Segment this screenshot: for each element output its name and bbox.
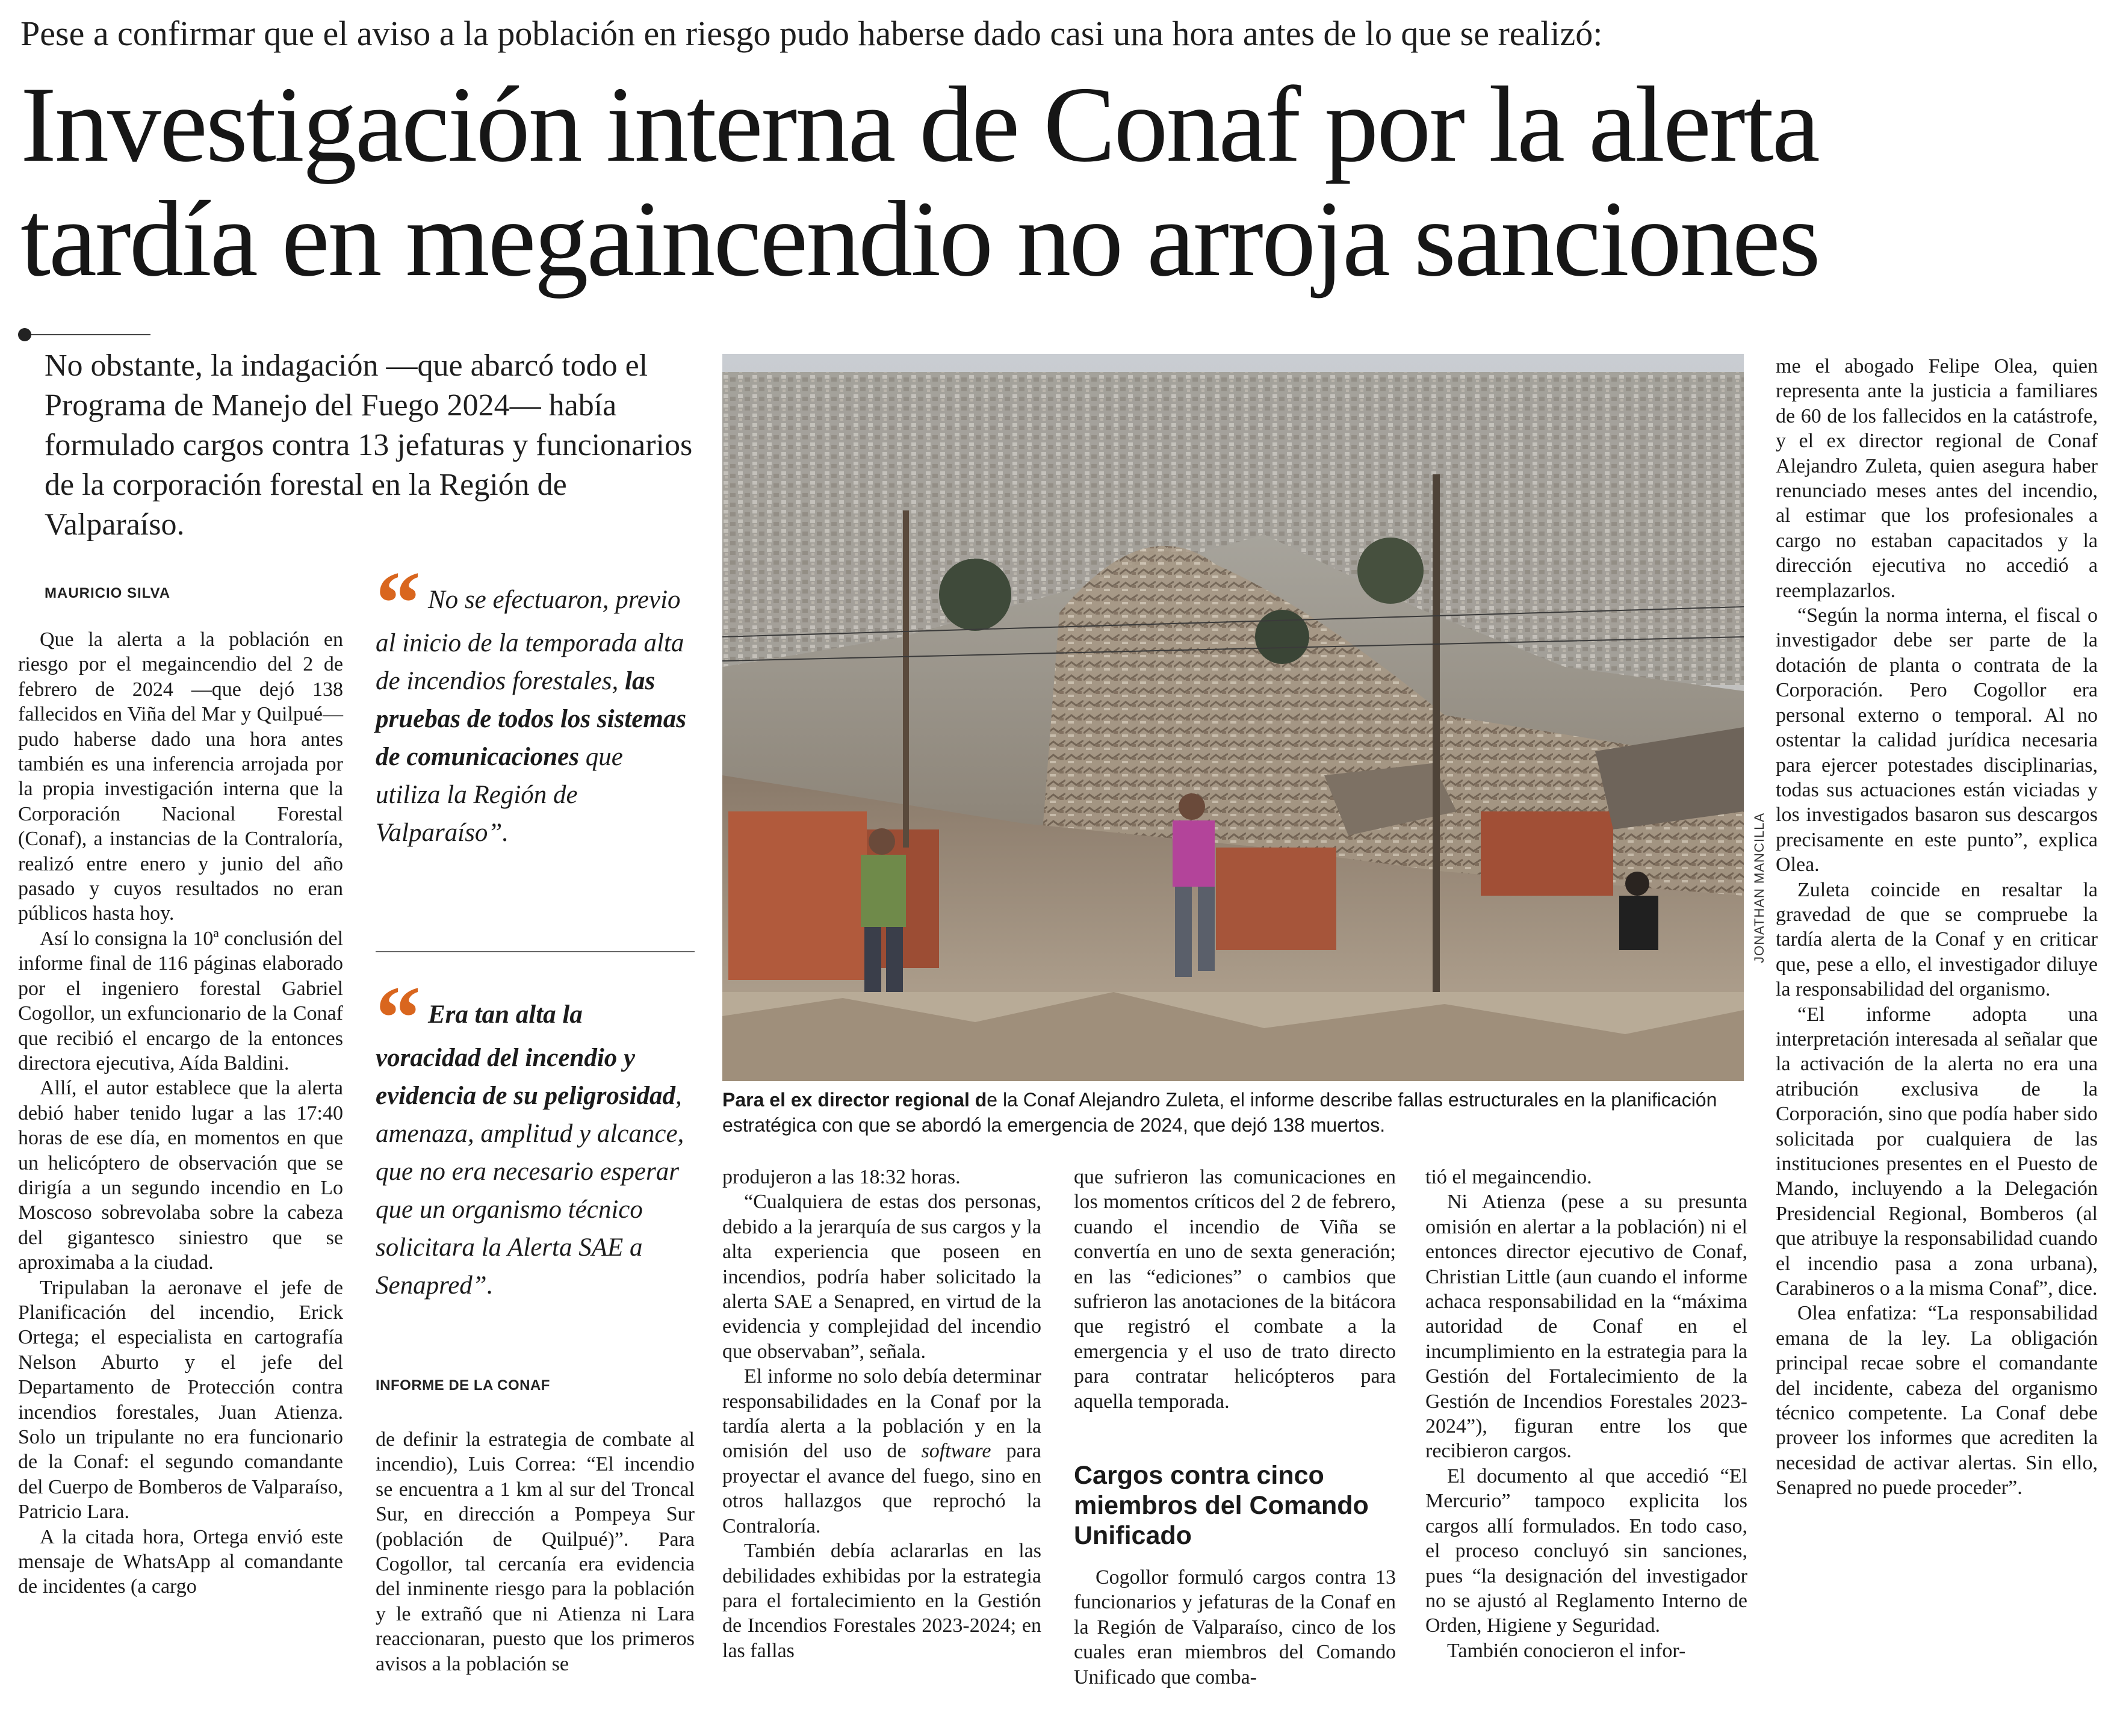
quote-emphasis: las pruebas de todos los sistemas de comunicaciones — [376, 667, 687, 771]
kicker: Pese a confirmar que el aviso a la población en riesgo pudo haberse dado casi una hora antes de lo que se realizó: — [20, 14, 1603, 53]
photo-caption — [722, 1087, 1746, 1138]
paragraph: También debía aclararlas en las debilidades exhibidas por la estrategia para el fortalecimiento en la Gestión de Incendios Forestales 2023-2024; en las fallas — [722, 1540, 1041, 1662]
column-3 — [722, 1165, 1041, 1663]
column-5 — [1425, 1165, 1747, 1663]
deck: No obstante, la indagación —que abarcó todo el Programa de Manejo del Fuego 2024— había formulado cargos contra 13 jefaturas y funcionarios de la corporación forestal en la Región de Valparaíso. — [45, 349, 693, 542]
paragraph-text: El informe no solo debía determinar responsabilidades en la Conaf por la tardía alerta a la población y en la omisión del uso de — [722, 1365, 1041, 1463]
paragraph: de definir la estrategia de combate al incendio), Luis Correa: “El incendio se encuentra a 1 km al sur del Troncal Sur, en dirección a Pompeya Sur (población de Quilpué)”. Para Cogollor, tal cercanía era evidencia del inminente riesgo para la población y le extrañó que ni Atienza ni Lara reaccionaran, puesto que los primeros avisos a la población se — [376, 1428, 695, 1675]
quote-text: , amenaza, amplitud y alcance, que no era necesario esperar que un organismo técnico solicitara la Alerta SAE a Senapred”. — [376, 1082, 684, 1300]
paragraph: Así lo consigna la 10ª conclusión del informe final de 116 páginas elaborado por el ingeniero forestal Gabriel Cogollor, un exfuncionario de la Conaf que recibió el encargo de la entonces directora ejecutiva, Aída Baldini. — [18, 927, 343, 1074]
paragraph: Tripulaban la aeronave el jefe de Planificación del incendio, Erick Ortega; el especialista en cartografía Nelson Aburto y el jefe del Departamento de Protección contra incendios forestales, Juan Atienza. Solo un tripulante no era funcionario de la Conaf: el segundo comandante del Cuerpo de Bomberos de Valparaíso, Patricio Lara. — [18, 1276, 343, 1524]
quote-mark-icon: “ — [376, 968, 421, 1068]
bullet-dot — [18, 328, 31, 341]
paragraph: “El informe adopta una interpretación interesada al señalar que la activación de la alerta no era una atribución exclusiva de la Corporación, sino que podía haber sido solicitada por cualquiera de las instituciones presentes en el Puesto de Mando, incluyendo a la Delegación Presidencial Regional, Bomberos (al que atribuye la responsabilidad cuando el incendio pasa a zona urbana), Carabineros o a la misma Conaf”, dice. — [1776, 1003, 2098, 1300]
column-2 — [376, 1427, 695, 1676]
paragraph: que sufrieron las comunicaciones en los momentos críticos del 2 de febrero, cuando el incendio de Viña se convertía en uno de sexta generación; en las “ediciones” o cambios que sufrieron las anotaciones de la bitácora que registró el combate a la emergencia y el uso de trato directo para contratar helicópteros para aquella temporada. — [1074, 1166, 1396, 1413]
paragraph: Allí, el autor establece que la alerta debió haber tenido lugar a las 17:40 horas de ese día, en momentos en que un helicóptero de observación que se dirigía a un segundo incendio en Lo Moscoso sobrevolaba sobre la cabeza del gigantesco siniestro que se aproximaba a la ciudad. — [18, 1077, 343, 1274]
column-6 — [1776, 354, 2098, 1501]
paragraph: A la citada hora, Ortega envió este mensaje de WhatsApp al comandante de incidentes (a cargo — [18, 1525, 343, 1598]
column-4 — [1074, 1165, 1396, 1414]
headline-line-1: Investigación interna de Conaf por la alerta — [20, 64, 1818, 184]
paragraph-text: para proyectar el avance del fuego, sino en otros hallazgos que reprochó la Contraloría. — [722, 1440, 1041, 1537]
paragraph — [722, 1364, 1041, 1539]
pull-quote-1 — [376, 553, 689, 852]
divider — [24, 334, 150, 335]
quote-source: INFORME DE LA CONAF — [376, 1377, 550, 1393]
paragraph: Que la alerta a la población en riesgo por el megaincendio del 2 de febrero de 2024 —que dejó 138 fallecidos en Viña del Mar y Quilpué— pudo haberse dado una hora antes también es una inferencia arrojada por la propia investigación interna que la Corporación Nacional Forestal (Conaf), a instancias de la Contraloría, realizó entre enero y junio del año pasado y cuyos resultados no eran públicos hasta hoy. — [18, 628, 343, 925]
column-1 — [18, 627, 343, 1599]
caption-text: e la Conaf Alejandro Zuleta, el informe describe fallas estructurales en la planificación estratégica con que se abordó la emergencia de 2024, que dejó 138 muertos. — [722, 1089, 1717, 1136]
quote-divider — [376, 951, 695, 952]
italic-term: software — [921, 1440, 991, 1463]
paragraph: El documento al que accedió “El Mercurio” tampoco explicita los cargos allí formulados. En todo caso, el proceso concluyó sin sanciones, pues “la designación del investigador no se ajustó al Reglamento Interno de Orden, Higiene y Seguridad. — [1425, 1465, 1747, 1637]
quote-text: que utiliza la Región de Valparaíso”. — [376, 743, 623, 847]
paragraph: También conocieron el infor- — [1447, 1639, 1686, 1662]
byline: MAURICIO SILVA — [45, 585, 171, 601]
paragraph: me el abogado Felipe Olea, quien representa ante la justicia a familiares de 60 de los fallecidos en la catástrofe, y el ex director regional de Conaf Alejandro Zuleta, quien asegura haber renunciado meses antes del incendio, al estimar que los profesionales a cargo no estaban capacitados y la dirección ejecutiva no accedió a reemplazarlos. — [1776, 355, 2098, 602]
paragraph: Olea enfatiza: “La responsabilidad emana de la ley. La obligación principal recae sobre el comandante del incidente, cabeza del organismo técnico competente. La Conaf debe proveer los informes que acrediten la necesidad de activar alertas. Sin ello, Senapred no puede proceder”. — [1776, 1302, 2098, 1499]
column-4-continued — [1074, 1565, 1396, 1690]
paragraph: Cogollor formuló cargos contra 13 funcionarios y jefaturas de la Conaf en la Región de Valparaíso, cinco de los cuales eran miembros del Comando Unificado que comba- — [1074, 1566, 1396, 1688]
paragraph: “Cualquiera de estas dos personas, debido a la jerarquía de sus cargos y la alta experiencia que poseen en incendios, podría haber solicitado la alerta SAE a Senapred, en virtud de la evidencia y complejidad del incendio que observaban”, señala. — [722, 1191, 1041, 1363]
pull-quote-2 — [376, 968, 689, 1304]
news-photo — [722, 354, 1744, 1081]
paragraph: “Según la norma interna, el fiscal o investigador debe ser parte de la dotación de planta o contrata de la Corporación. Pero Cogollor era personal externo o temporal. Al no ostentar la calidad jurídica necesaria para ejercer potestades disciplinarias, todas sus actuaciones están viciadas y los investigados basaron sus descargos precisamente en este punto”, explica Olea. — [1776, 604, 2098, 876]
photo-credit: JONATHAN MANCILLA — [1752, 812, 1767, 963]
quote-text: No se efectuaron, previo al inicio de la temporada alta de incendios forestales, — [376, 586, 684, 695]
quote-emphasis: Era tan alta la voracidad del incendio y evidencia de su peligrosidad — [376, 1000, 676, 1110]
paragraph: tió el megaincendio. — [1425, 1166, 1592, 1188]
paragraph: Zuleta coincide en resaltar la gravedad de que se compruebe la tardía alerta de la Conaf y en criticar que, pese a ello, el investigador diluye la responsabilidad del organismo. — [1776, 878, 2098, 1001]
paragraph: Ni Atienza (pese a su presunta omisión en alertar a la población) ni el entonces director ejecutivo de Conaf, Christian Little (aun cuando el informe achaca responsabilidad en la “máxima autoridad de Conaf en el incumplimiento en la estrategia para la Gestión del Fortalecimiento de la Gestión de Incendios Forestales 2023-2024”), figuran entre los que recibieron cargos. — [1425, 1191, 1747, 1463]
caption-lead: Para el ex director regional d — [722, 1089, 987, 1111]
quote-mark-icon: “ — [376, 553, 421, 653]
paragraph: produjeron a las 18:32 horas. — [722, 1166, 961, 1188]
headline-line-2: tardía en megaincendio no arroja sanciones — [20, 179, 1819, 299]
subheading: Cargos contra cinco miembros del Comando Unificado — [1074, 1461, 1369, 1550]
headline — [20, 64, 2091, 299]
